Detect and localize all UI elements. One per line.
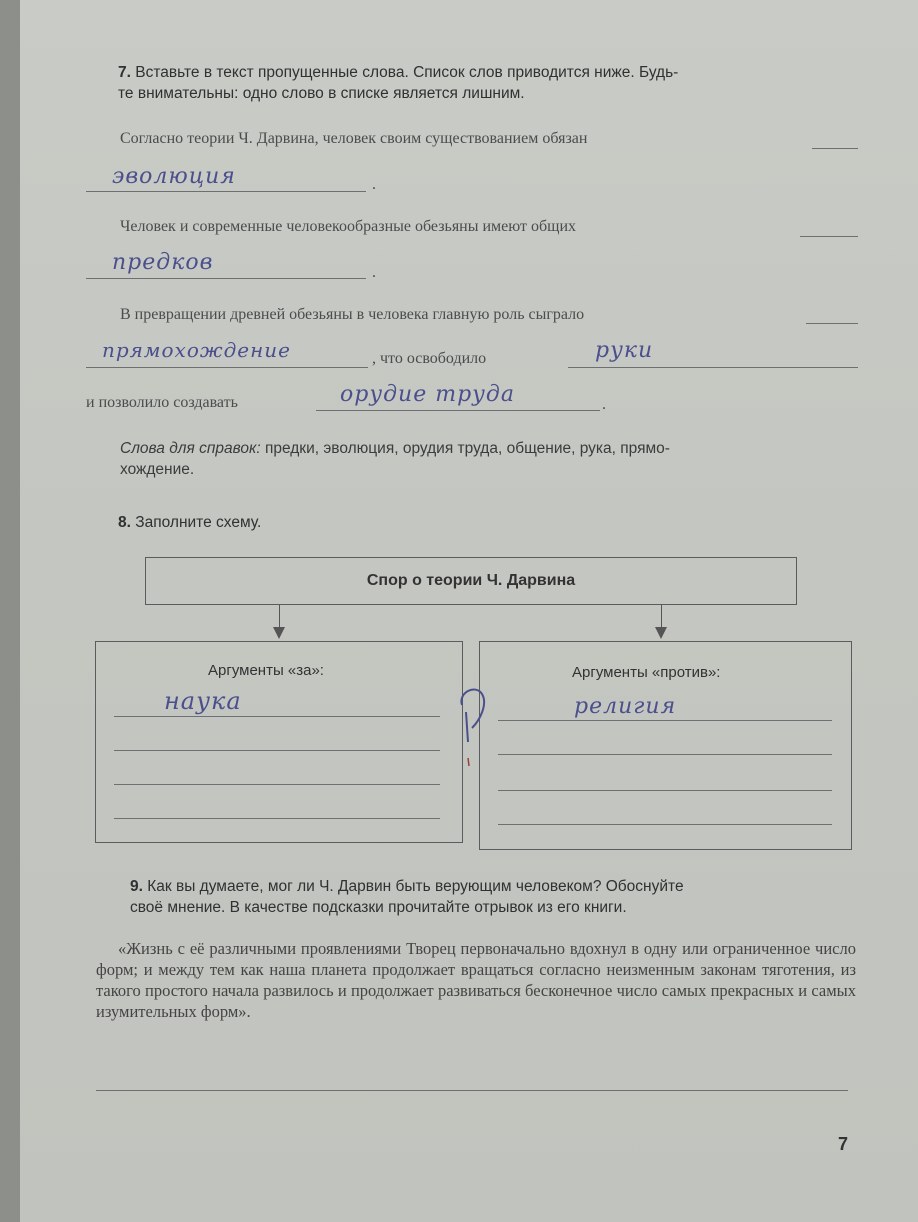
task8-instruction [118, 512, 261, 533]
task7-connector: , что освободило [372, 350, 487, 367]
answer-line[interactable] [114, 750, 440, 751]
answer-line[interactable] [114, 716, 440, 717]
answer-line[interactable] [568, 367, 858, 368]
period: . [602, 396, 606, 413]
task8-instruction-text: Заполните схему. [135, 514, 262, 531]
answer-line [812, 148, 858, 149]
task7-instruction-line1: Вставьте в текст пропущенные слова. Список слов приводится ниже. Будь- [135, 64, 679, 81]
arrow-left [279, 605, 280, 629]
answer-line[interactable] [96, 1090, 848, 1091]
answer-line[interactable] [114, 818, 440, 819]
answer-line[interactable] [498, 754, 832, 755]
handwritten-answer1: эволюция [112, 164, 236, 189]
task8-number: 8. [118, 514, 131, 531]
handwritten-answer5: орудие труда [340, 382, 515, 407]
task7-sentence2: Человек и современные человекообразные обезьяны имеют общих [120, 218, 577, 235]
answer-line[interactable] [86, 191, 366, 192]
darwin-quote: «Жизнь с её различными проявлениями Творец первоначально вдохнул в одну или ограниченное число форм; и между тем как наша планета продолжает вращаться согласно неизменным законам тяготения, из такого простого начала развилось и продолжает развиваться бесконечное число самых прекрасных и самых изумительных форм». [96, 939, 856, 1021]
answer-line[interactable] [114, 784, 440, 785]
arguments-for-label: Аргументы «за»: [208, 662, 324, 679]
arrow-left-head [273, 627, 285, 639]
task9-instruction-line1: Как вы думаете, мог ли Ч. Дарвин быть верующим человеком? Обоснуйте [147, 878, 684, 895]
workbook-page [20, 0, 918, 1222]
answer-line[interactable] [86, 367, 368, 368]
task7-instruction [118, 62, 878, 104]
task7-instruction-line2: те внимательны: одно слово в списке является лишним. [118, 85, 525, 102]
task7-sentence1: Согласно теории Ч. Дарвина, человек своим существованием обязан [120, 130, 588, 147]
handwritten-for-answer: наука [164, 687, 242, 715]
handwritten-answer4: руки [595, 338, 654, 363]
task7-sentence4: и позволило создавать [86, 394, 238, 411]
page-number: 7 [838, 1134, 849, 1154]
answer-line[interactable] [316, 410, 600, 411]
handwritten-against-answer: религия [574, 694, 677, 719]
hints-label: Слова для справок: [120, 440, 261, 457]
scheme-title-box [145, 557, 797, 605]
handwritten-answer3: прямохождение [102, 338, 292, 362]
arguments-against-box [479, 641, 852, 850]
handwritten-answer2: предков [112, 250, 214, 275]
task9-number: 9. [130, 878, 143, 895]
task7-number: 7. [118, 64, 131, 81]
arguments-for-box [95, 641, 463, 843]
period: . [372, 176, 376, 193]
period: . [372, 264, 376, 281]
answer-line[interactable] [498, 720, 832, 721]
pen-scribble-mark [452, 680, 502, 770]
answer-line[interactable] [498, 824, 832, 825]
hints-line2: хождение. [120, 461, 195, 478]
answer-line[interactable] [86, 278, 366, 279]
answer-line [806, 323, 858, 324]
answer-line[interactable] [498, 790, 832, 791]
arrow-right [661, 605, 662, 629]
task9-instruction [130, 876, 860, 918]
arguments-against-label: Аргументы «против»: [572, 664, 721, 681]
task9-instruction-line2: своё мнение. В качестве подсказки прочитайте отрывок из его книги. [130, 899, 627, 916]
hints-line1: предки, эволюция, орудия труда, общение, рука, прямо- [264, 440, 670, 457]
task7-sentence3: В превращении древней обезьяны в человека главную роль сыграло [120, 306, 585, 323]
task7-hints [120, 438, 860, 480]
answer-line [800, 236, 858, 237]
scheme-title: Спор о теории Ч. Дарвина [366, 572, 576, 589]
arrow-right-head [655, 627, 667, 639]
